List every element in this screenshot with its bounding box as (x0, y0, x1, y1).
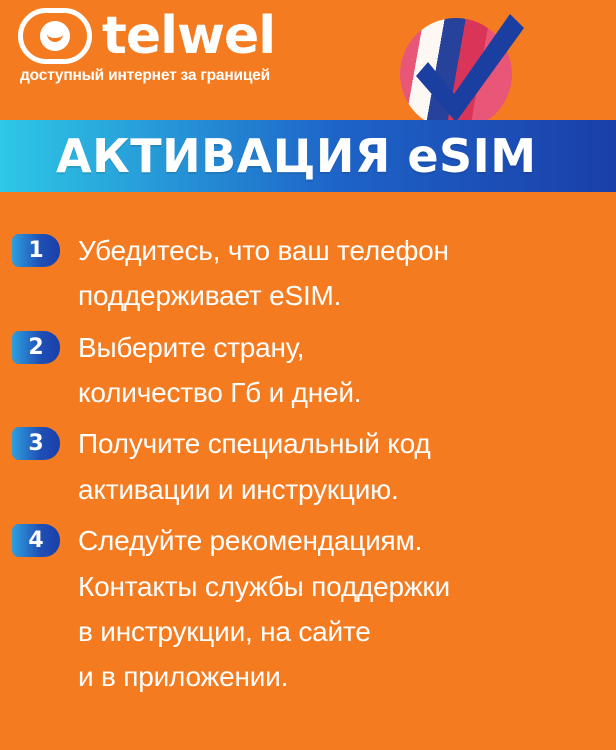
step-line: Контакты службы поддержки (78, 570, 450, 602)
step-text (78, 421, 431, 512)
smiley-oval-icon (18, 8, 92, 64)
step-line: количество Гб и дней. (78, 377, 362, 409)
step-line: активации и инструкцию. (78, 473, 399, 505)
step-line: Следуйте рекомендациям. (78, 525, 423, 557)
checkmark-glyph (392, 10, 524, 130)
brand-logo (18, 8, 338, 85)
step-line: Убедитесь, что ваш телефон (78, 235, 449, 266)
step-line: Получите специальный код (78, 428, 431, 460)
step-line: и в приложении. (78, 661, 289, 693)
list-item (0, 421, 616, 512)
brand-name: telwel (102, 6, 276, 66)
page-title: АКТИВАЦИЯ eSIM (56, 129, 537, 183)
step-number-badge: 3 (12, 427, 60, 460)
list-item (0, 228, 616, 319)
step-number-badge: 4 (12, 524, 60, 557)
list-item (0, 518, 616, 699)
list-item (0, 325, 616, 416)
title-band (0, 120, 616, 192)
step-text (78, 518, 450, 699)
header (0, 0, 616, 120)
blue-checkmark-icon (392, 10, 524, 130)
step-line: Выберите страну, (78, 331, 305, 363)
step-number-badge: 1 (12, 234, 60, 267)
step-number-badge: 2 (12, 331, 60, 364)
logo-row (18, 8, 338, 64)
step-line: поддерживает eSIM. (78, 280, 342, 312)
step-text (78, 228, 449, 319)
step-text (78, 325, 361, 416)
step-line: в инструкции, на сайте (78, 615, 371, 647)
brand-tagline: доступный интернет за границей (20, 67, 270, 84)
steps-list (0, 192, 616, 700)
smile-glyph (40, 21, 70, 51)
